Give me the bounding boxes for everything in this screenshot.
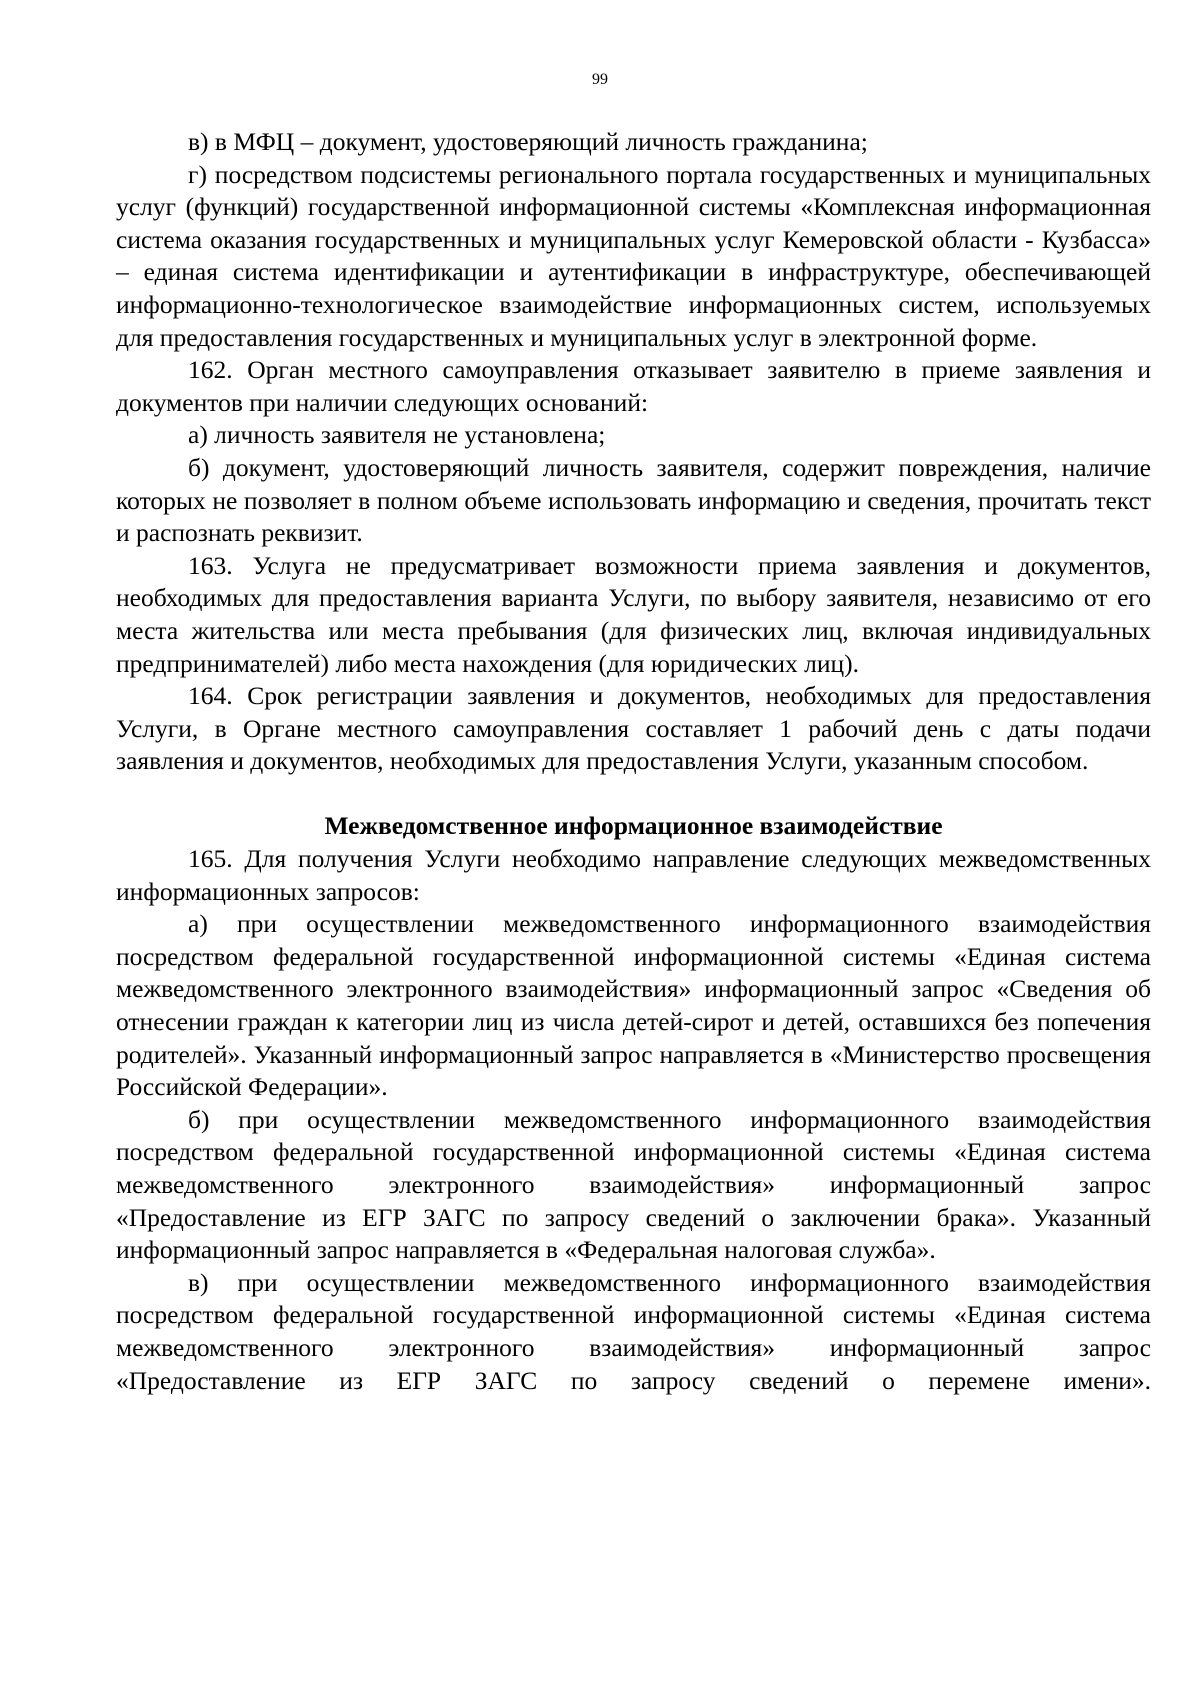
section-heading: Межведомственное информационное взаимодействие xyxy=(324,811,943,841)
page-number: 99 xyxy=(592,71,608,88)
paragraph-item-v-mfc: в) в МФЦ – документ, удостоверяющий личность гражданина; xyxy=(188,127,868,156)
paragraph-165-v: в) при осуществлении межведомственного информационного взаимодействия посредством федеральной государственной информационной системы «Единая система межведомственного электронного взаимодействия» информационный запрос «Предоставление из ЕГР ЗАГС по запросу сведений о перемене имени». xyxy=(116,1267,1151,1395)
paragraph-item-g-portal: г) посредством подсистемы регионального портала государственных и муниципальных услуг (функций) государственной информационной системы «Комплексная информационная система оказания государственных и муниципальных услуг Кемеровской области - Кузбасса» – единая система идентификации и аутентификации в инфраструктуре, обеспечивающей информационно-технологическое взаимодействие информационных систем, используемых для предоставления государственных и муниципальных услуг в электронной форме. xyxy=(116,159,1151,352)
paragraph-163: 163. Услуга не предусматривает возможности приема заявления и документов, необходимых для предоставления варианта Услуги, по выбору заявителя, независимо от его места жительства или места пребывания (для физических лиц, включая индивидуальных предпринимателей) либо места нахождения (для юридических лиц). xyxy=(116,550,1151,678)
paragraph-162-a: а) личность заявителя не установлена; xyxy=(188,420,606,450)
paragraph-164: 164. Срок регистрации заявления и документов, необходимых для предоставления Услуги, в Органе местного самоуправления составляет 1 рабочий день с даты подачи заявления и документов, необходимых для предоставления Услуги, указанным способом. xyxy=(116,681,1151,776)
document-body xyxy=(116,126,1151,1397)
paragraph-165-a: а) при осуществлении межведомственного информационного взаимодействия посредством федеральной государственной информационной системы «Единая система межведомственного электронного взаимодействия» информационный запрос «Сведения об отнесении граждан к категории лиц из числа детей-сирот и детей, оставшихся без попечения родителей». Указанный информационный запрос направляется в «Министерство просвещения Российской Федерации». xyxy=(116,909,1151,1102)
paragraph-165: 165. Для получения Услуги необходимо направление следующих межведомственных информационных запросов: xyxy=(116,844,1151,906)
paragraph-165-b: б) при осуществлении межведомственного информационного взаимодействия посредством федеральной государственной информационной системы «Единая система межведомственного электронного взаимодействия» информационный запрос «Предоставление из ЕГР ЗАГС по запросу сведений о заключении брака». Указанный информационный запрос направляется в «Федеральная налоговая служба». xyxy=(116,1104,1151,1265)
paragraph-162-b: б) документ, удостоверяющий личность заявителя, содержит повреждения, наличие которых не позволяет в полном объеме использовать информацию и сведения, прочитать текст и распознать реквизит. xyxy=(116,452,1151,548)
paragraph-162: 162. Орган местного самоуправления отказывает заявителю в приеме заявления и документов при наличии следующих оснований: xyxy=(116,355,1151,417)
